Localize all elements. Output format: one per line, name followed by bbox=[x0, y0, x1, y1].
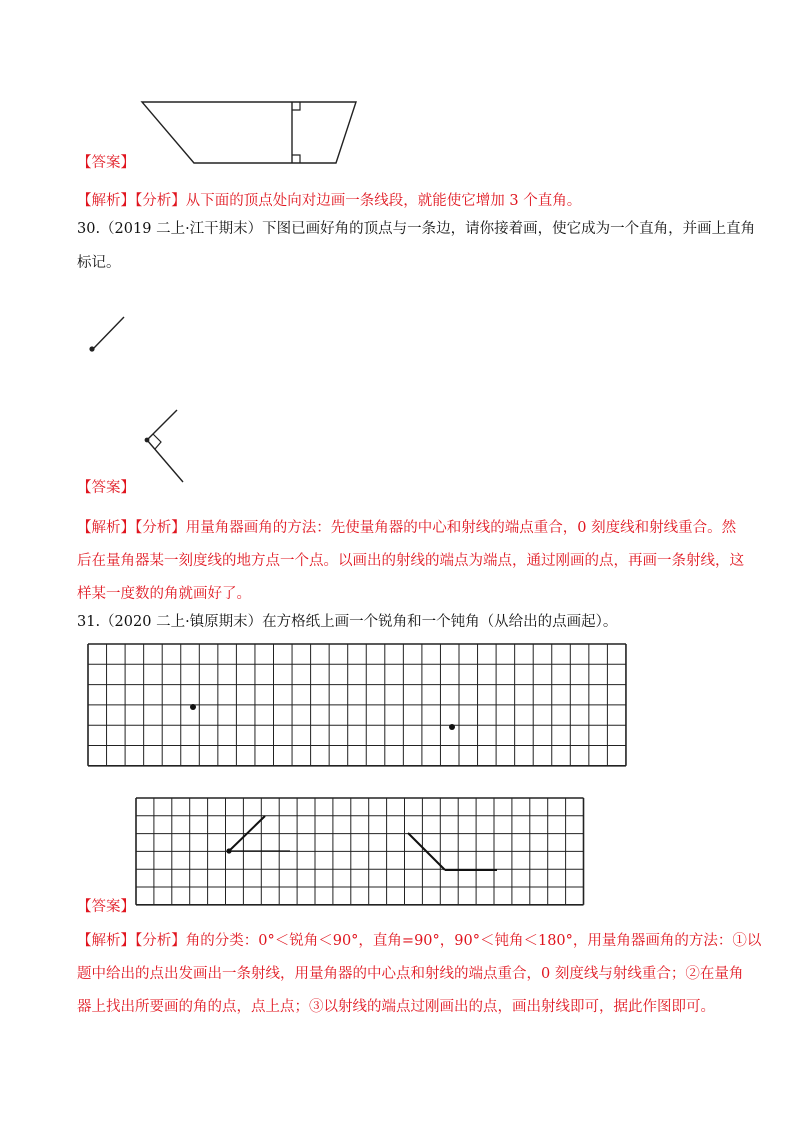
analysis-text-line3: 样某一度数的角就画好了。 bbox=[77, 586, 251, 602]
question-stem: 30.（2019 二上·江干期末）下图已画好角的顶点与一条边，请你接着画，使它成为一个直角，并画上直角 bbox=[77, 221, 756, 237]
answer-label: 【答案】 bbox=[77, 155, 135, 171]
answer-label: 【答案】 bbox=[77, 899, 135, 915]
analysis-text-line2: 题中给出的点出发画出一条射线，用量角器的中心点和射线的端点重合，0 刻度线与射线重合；②在量角 bbox=[77, 966, 744, 982]
question-stem: 31.（2020 二上·镇原期末）在方格纸上画一个锐角和一个钝角（从给出的点画起）。 bbox=[77, 614, 618, 630]
analysis-text-line2: 后在量角器某一刻度线的地方点一个点。以画出的射线的端点为端点，通过刚画的点，再画一条射线，这 bbox=[77, 553, 744, 569]
analysis-text-line1: 【解析】【分析】用量角器画角的方法：先使量角器的中心和射线的端点重合，0 刻度线和射线重合。然 bbox=[77, 520, 737, 536]
analysis-text-line3: 器上找出所要画的角的点，点上点；③以射线的端点过刚画出的点，画出射线即可，据此作图即可。 bbox=[77, 999, 715, 1015]
analysis-text-line1: 【解析】【分析】角的分类：0°＜锐角＜90°，直角=90°，90°＜钝角＜180°，用量角器画角的方法：①以 bbox=[77, 933, 762, 949]
question-stem-cont: 标记。 bbox=[77, 255, 121, 271]
answer-label: 【答案】 bbox=[77, 480, 135, 496]
analysis-text: 【解析】【分析】从下面的顶点处向对边画一条线段，就能使它增加 3 个直角。 bbox=[77, 193, 582, 209]
